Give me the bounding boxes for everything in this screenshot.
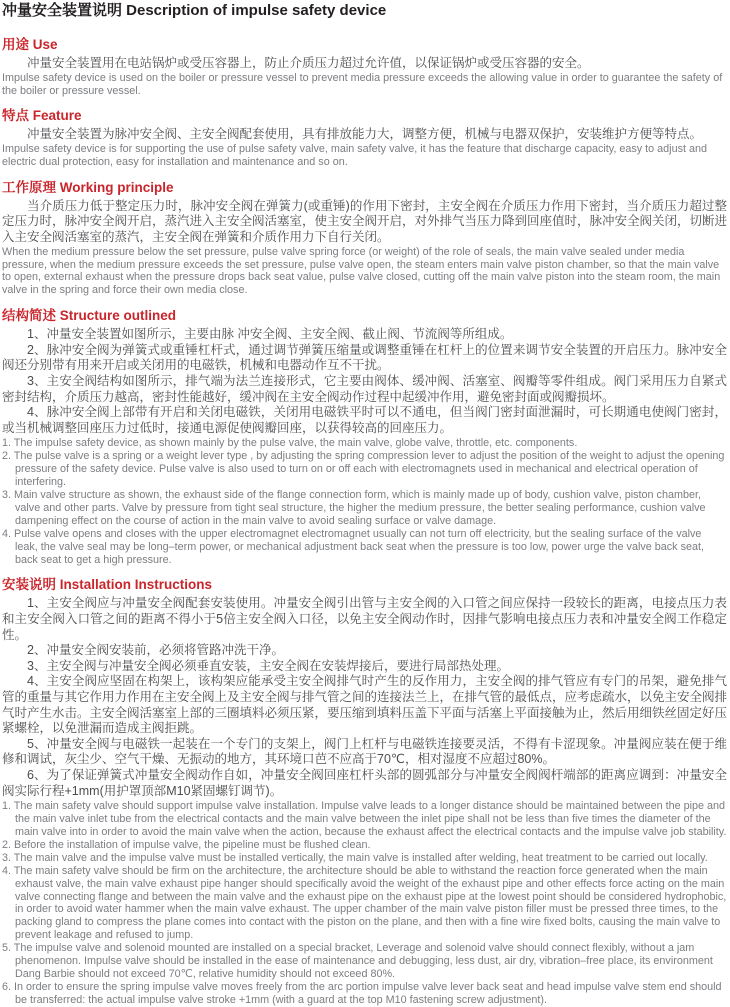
page-title: 冲量安全装置说明 Description of impulse safety device	[2, 2, 387, 19]
zh-list-item: 6、为了保证弹簧式冲量安全阀动作自如，冲量安全阀回座杠杆头部的圆弧部分与冲量安全阀阀杆端部的距离应调到：冲量安全阀实际行程+1mm(用护罩顶部M10紧固螺钉调节)。	[2, 767, 727, 798]
zh-list-item: 3、主安全阀与冲量安全阀必须垂直安装，主安全阀在安装焊接后，要进行局部热处理。	[27, 658, 509, 673]
en-list-item: 5. The impulse valve and solenoid mounted are installed on a special bracket, Leverage and solenoid valve should connect flexibly, without a jam phenomenon. Impulse valve should be installed in the ease of maintenance and debugging, less dust, air dry, vibration–free place, its environment Dang Barbie should not exceed 70℃, relative humidity should not exceed 80%.	[2, 942, 713, 980]
en-list-item: 1. The main safety valve should support impulse valve installation. Impulse valve leads to a longer distance should be maintained between the pipe and the main valve inlet tube from the electrical contacts and the main valve between the inlet pipe shall not be less than five times the diameter of the main valve into in order to avoid the main valve when the action, because the exhaust affect the electrical contacts and the impulse valve job stability.	[2, 800, 727, 838]
zh-list-item: 4、脉冲安全阀上部带有开启和关闭电磁铁，关闭用电磁铁平时可以不通电，但当阀门密封面泄漏时，可长期通电使阀门密封，或当机械调整回座压力过低时，接通电源促使阀瓣回座，以获得较高的回座压力。	[2, 405, 727, 435]
section-heading: 用途 Use	[2, 37, 58, 52]
zh-list-item: 4、主安全阀应坚固在构架上，该构架应能承受主安全阀排气时产生的反作用力，主安全阀的排气管应有专门的吊架，避免排气管的重量与其它作用力作用在主安全阀上及主安全阀与排气管之间的连接法兰上，在排气管的最低点，应考虑疏水，以免主安全阀排气时产生水击。主安全阀活塞室上部的三圈填料必须压紧，要压缩到填料压盖下平面与活塞上平面接触为止，然后用细铁丝固定好压紧螺栓，以免泄漏而造成主阀拒跳。	[2, 674, 728, 736]
en-paragraph: Impulse safety device is used on the boiler or pressure vessel to prevent media pressure exceeds the allowing value in order to guarantee the safety of the boiler or pressure vessel.	[2, 71, 723, 97]
en-list-item: 4. The main safety valve should be firm on the architecture, the architecture should be able to withstand the reaction force generated when the main exhaust valve, the main valve exhaust pipe hanger should specifically avoid the weight of the exhaust pipe and other effects force acting on the main valve connecting flange and between the main valve and the exhaust pipe on the exhaust pipe at the lowest point should be considered hydrophobic, in order to avoid water hammer when the main valve exhaust. The upper chamber of the main valve piston filler must be pressed three times, to the packing gland to compress the plane comes into contact with the piston on the plane, and then with a fine wire fixed bolts, causing the main valve to prevent leakage and refused to jump.	[2, 864, 727, 942]
section-heading: 结构简述 Structure outlined	[2, 308, 177, 324]
en-paragraph: When the medium pressure below the set pressure, pulse valve spring force (or weight) of the role of seals, the main valve sealed under media pressure, when the medium pressure exceeds the set pressure, pulse valve open, the steam enters main valve piston chamber, so that the main valve to open, external exhaust when the pressure drops back seat value, pulse valve closed, cutting off the main valve piston into the steam room, the main valve in the spring and force their own media close.	[2, 245, 721, 297]
section-feature	[2, 108, 727, 168]
zh-list-item: 2、冲量安全阀安装前，必须将管路冲洗干净。	[27, 643, 284, 658]
zh-paragraph: 冲量安全装置用在电站锅炉或受压容器上，防止介质压力超过允许值，以保证锅炉或受压容器的安全。	[27, 56, 590, 70]
section-installation-instructions	[2, 577, 727, 1006]
zh-list-item: 1、主安全阀应与冲量安全阀配套安装使用。冲量安全阀引出管与主安全阀的入口管之间应保持一段较长的距离，电接点压力表和主安全阀入口管之间的距离不得小于5倍主安全阀入口径，以免主安全阀动作时，因排气影响电接点压力表和冲量安全阀工作稳定性。	[2, 596, 727, 642]
en-list-item: 3. The main valve and the impulse valve must be installed vertically, the main valve is installed after welding, heat treatment to be carried out locally.	[2, 851, 708, 864]
en-list	[2, 437, 727, 566]
section-heading: 工作原理 Working principle	[2, 179, 174, 195]
en-list-item: 1. The impulse safety device, as shown mainly by the pulse valve, the main valve, globe valve, throttle, etc. components.	[2, 437, 578, 450]
section-structure-outlined	[2, 308, 727, 566]
en-list-item: 4. Pulse valve opens and closes with the upper electromagnet electromagnet usually can not turn off electricity, but the sealing surface of the valve leak, the valve seal may be long–term power, or mechanical adjustment back seat when the pressure is too low, power urge the valve back seat, back seat to get a high pressure.	[2, 527, 704, 566]
en-list	[2, 800, 727, 1007]
section-heading: 安装说明 Installation Instructions	[2, 577, 213, 593]
section-use	[2, 37, 727, 97]
section-heading: 特点 Feature	[2, 108, 82, 124]
en-list-item: 3. Main valve structure as shown, the exhaust side of the flange connection form, which is mainly made up of body, cushion valve, piston chamber, valve and other parts. Valve by pressure from tight seal structure, the higher the medium pressure, the better sealing performance, cushion valve dampening effect on the course of action in the main valve to avoid sealing surface or valve damage.	[2, 489, 706, 527]
zh-list-item: 2、脉冲安全阀为弹簧式或重锤杠杆式，通过调节弹簧压缩量或调整重锤在杠杆上的位置来调节安全装置的开启压力。脉冲安全阀还分别带有用来开启或关闭用的电磁铁，机械和电器动作互不干扰。	[2, 342, 727, 373]
zh-list-item: 1、冲量安全装置如图所示，主要由脉 冲安全阀、主安全阀、截止阀、节流阀等所组成。	[27, 327, 513, 342]
en-list-item: 2. The pulse valve is a spring or a weight lever type , by adjusting the spring compression lever to adjust the position of the weight to adjust the opening pressure of the safety device. Pulse valve is also used to turn on or off each with electromagnets used in mechanical and electrical operation of interfering.	[2, 450, 725, 489]
zh-list-item: 3、主安全阀结构如图所示，排气端为法兰连接形式，它主要由阀体、缓冲阀、活塞室、阀瓣等零件组成。阀门采用压力自紧式密封结构，介质压力越高，密封性能越好，缓冲阀在主安全阀动作过程中起缓冲作用，避免密封面或阀瓣损坏。	[2, 374, 727, 404]
zh-list-item: 5、冲量安全阀与电磁铁一起装在一个专门的支架上，阀门上杠杆与电磁铁连接要灵活，不得有卡涩现象。冲量阀应装在便于维修和调试，灰尘少、空气干燥、无振动的地方，其环境口芭不应高于70℃，相对湿度不应超过80%。	[2, 736, 727, 767]
zh-paragraph: 冲量安全装置为脉冲安全阀、主安全阀配套使用，具有排放能力大，调整方便，机械与电器双保护，安装维护方便等特点。	[27, 127, 703, 142]
zh-paragraph: 当介质压力低于整定压力时，脉冲安全阀在弹簧力(或重锤)的作用下密封，主安全阀在介质压力作用下密封，当介质压力超过整定压力时，脉冲安全阀开启，蒸汽进入主安全阀活塞室，使主安全阀开启，对外排气当压力降到回座值时，脉冲安全阀关闭，切断进入主安全阀活塞室的蒸汽，主安全阀在弹簧和介质作用力下自行关闭。	[2, 198, 728, 244]
en-list-item: 2. Before the installation of impulse valve, the pipeline must be flushed clean.	[2, 838, 371, 851]
en-paragraph: Impulse safety device is for supporting the use of pulse safety valve, main safety valve, it has the feature that discharge capacity, easy to adjust and electric dual protection, easy for installation and maintenance and so on.	[2, 143, 707, 168]
en-list-item: 6. In order to ensure the spring impulse valve moves freely from the arc portion impulse valve lever back seat and head impulse valve stem end should be transferred: the actual impulse valve stroke +1mm (with a guard at the top M10 fastening screw adjustment).	[2, 980, 722, 1006]
section-working-principle	[2, 180, 727, 297]
